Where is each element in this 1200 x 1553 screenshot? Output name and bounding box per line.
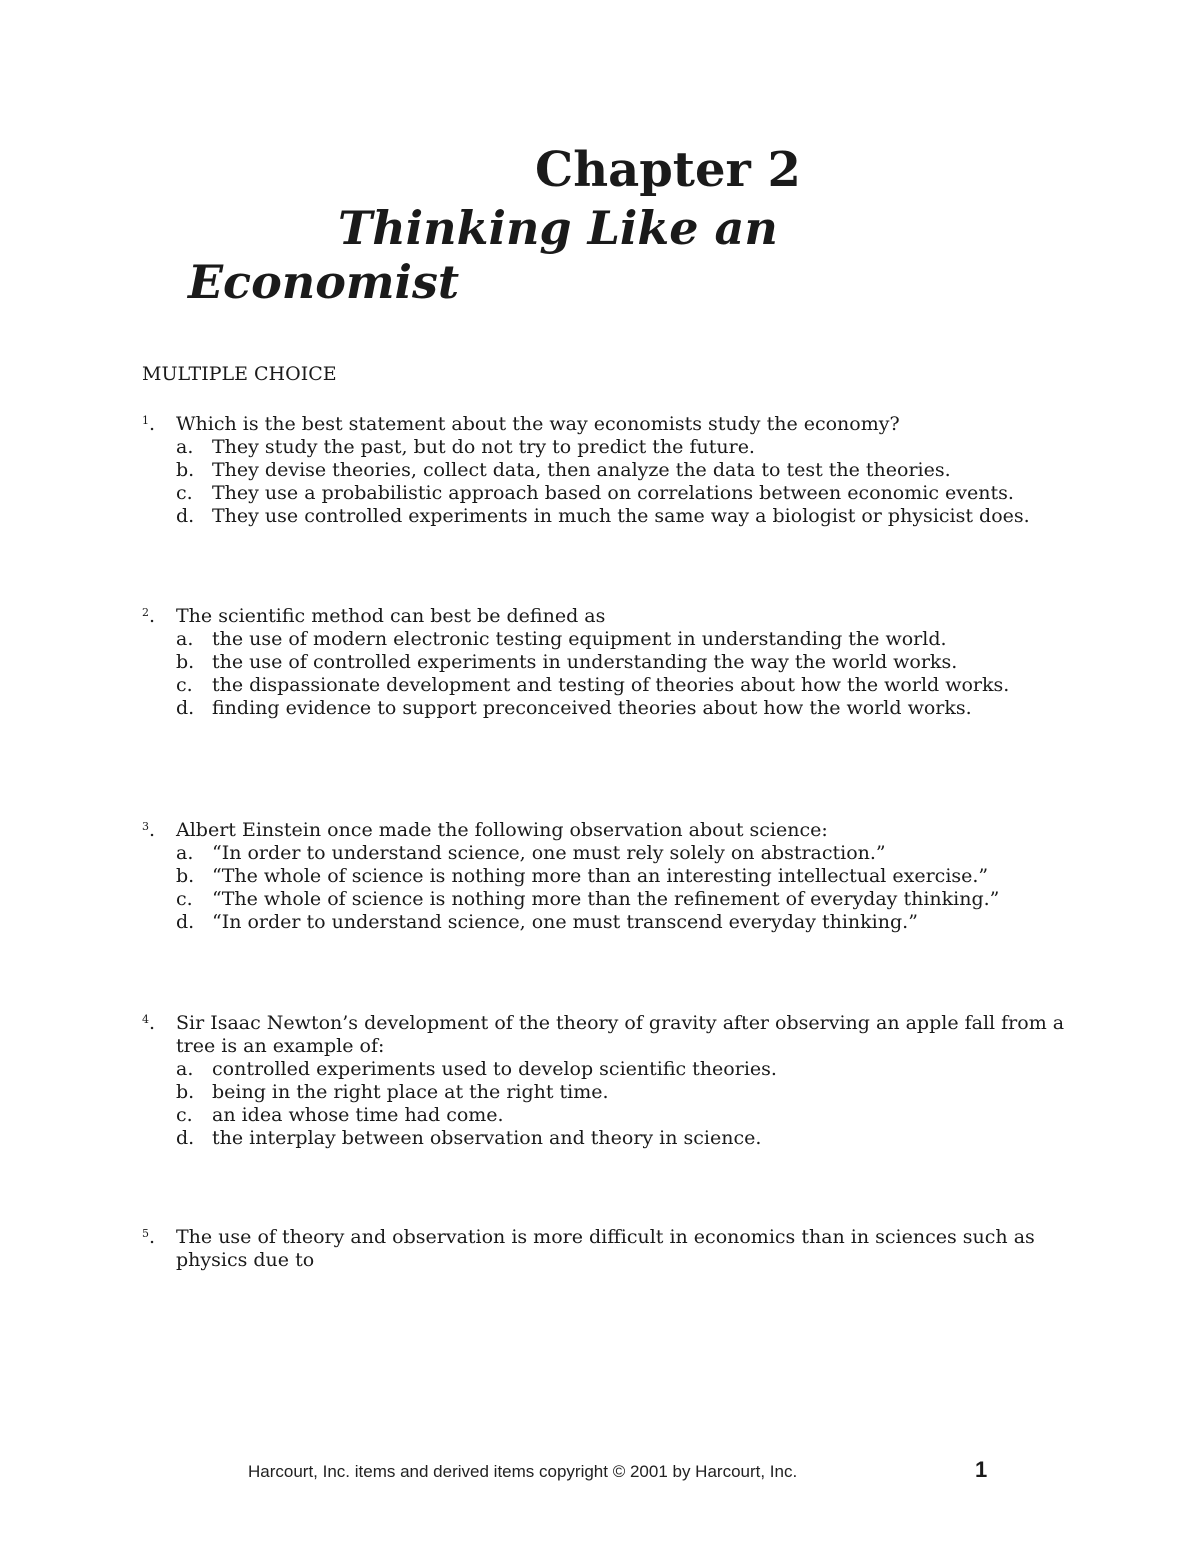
question-stem: Which is the best statement about the way economists study the economy?	[176, 413, 900, 435]
question-stem: The scientific method can best be defined as	[176, 605, 606, 627]
answer-option	[142, 888, 1072, 911]
option-letter: d.	[176, 1127, 195, 1149]
answer-option	[142, 1081, 1072, 1104]
option-text: the interplay between observation and theory in science.	[212, 1127, 762, 1149]
option-text: being in the right place at the right time.	[212, 1081, 609, 1103]
option-letter: c.	[176, 482, 193, 504]
option-letter: a.	[176, 1058, 194, 1080]
option-text: They use controlled experiments in much the same way a biologist or physicist does.	[212, 505, 1030, 527]
option-text: They use a probabilistic approach based on correlations between economic events.	[212, 482, 1014, 504]
option-letter: b.	[176, 651, 195, 673]
answer-option	[142, 505, 1072, 528]
chapter-subtitle-line-1: Thinking Like an	[338, 201, 778, 255]
question-number: $^3$.	[142, 819, 156, 841]
answer-option	[142, 842, 1072, 865]
option-letter: a.	[176, 436, 194, 458]
option-letter: b.	[176, 1081, 195, 1103]
option-text: controlled experiments used to develop scientific theories.	[212, 1058, 777, 1080]
option-text: the use of controlled experiments in understanding the way the world works.	[212, 651, 958, 673]
option-letter: d.	[176, 505, 195, 527]
answer-option	[142, 482, 1072, 505]
option-letter: c.	[176, 888, 193, 910]
answer-option	[142, 628, 1072, 651]
page-number: 1	[975, 1457, 988, 1482]
answer-option	[142, 459, 1072, 482]
option-letter: d.	[176, 697, 195, 719]
option-letter: a.	[176, 842, 194, 864]
question-stem: The use of theory and observation is more difficult in economics than in sciences such as physics due to	[176, 1226, 1035, 1271]
answer-option	[142, 651, 1072, 674]
question-number: $^2$.	[142, 605, 156, 627]
answer-option	[142, 436, 1072, 459]
option-text: “In order to understand science, one must rely solely on abstraction.”	[212, 842, 886, 864]
option-letter: c.	[176, 1104, 193, 1126]
option-letter: b.	[176, 865, 195, 887]
answer-option	[142, 697, 1072, 720]
answer-option	[142, 911, 1072, 934]
chapter-subtitle-line-2: Economist	[188, 255, 460, 309]
option-text: They study the past, but do not try to predict the future.	[212, 436, 755, 458]
question-number: $^5$.	[142, 1226, 156, 1248]
answer-option	[142, 1104, 1072, 1127]
option-text: finding evidence to support preconceived theories about how the world works.	[212, 697, 972, 719]
option-letter: c.	[176, 674, 193, 696]
option-text: “The whole of science is nothing more than the refinement of everyday thinking.”	[212, 888, 1000, 910]
question-1	[142, 413, 1072, 528]
footer-copyright: Harcourt, Inc. items and derived items copyright © 2001 by Harcourt, Inc.	[248, 1462, 798, 1481]
option-text: the dispassionate development and testing of theories about how the world works.	[212, 674, 1010, 696]
question-number: $^1$.	[142, 413, 156, 435]
answer-option	[142, 674, 1072, 697]
question-4	[142, 1012, 1072, 1150]
option-letter: d.	[176, 911, 195, 933]
section-heading: MULTIPLE CHOICE	[142, 363, 337, 385]
question-stem: Albert Einstein once made the following observation about science:	[176, 819, 828, 841]
answer-option	[142, 865, 1072, 888]
question-5	[142, 1226, 1072, 1272]
option-text: They devise theories, collect data, then analyze the data to test the theories.	[212, 459, 951, 481]
question-2	[142, 605, 1072, 720]
answer-option	[142, 1127, 1072, 1150]
option-text: “The whole of science is nothing more than an interesting intellectual exercise.”	[212, 865, 989, 887]
option-text: the use of modern electronic testing equipment in understanding the world.	[212, 628, 947, 650]
option-text: “In order to understand science, one must transcend everyday thinking.”	[212, 911, 918, 933]
question-stem: Sir Isaac Newton’s development of the theory of gravity after observing an apple fall from a tree is an example of:	[176, 1012, 1065, 1057]
question-3	[142, 819, 1072, 934]
option-letter: b.	[176, 459, 195, 481]
chapter-title: Chapter 2	[535, 142, 801, 198]
answer-option	[142, 1058, 1072, 1081]
question-number: $^4$.	[142, 1012, 156, 1034]
option-letter: a.	[176, 628, 194, 650]
option-text: an idea whose time had come.	[212, 1104, 504, 1126]
